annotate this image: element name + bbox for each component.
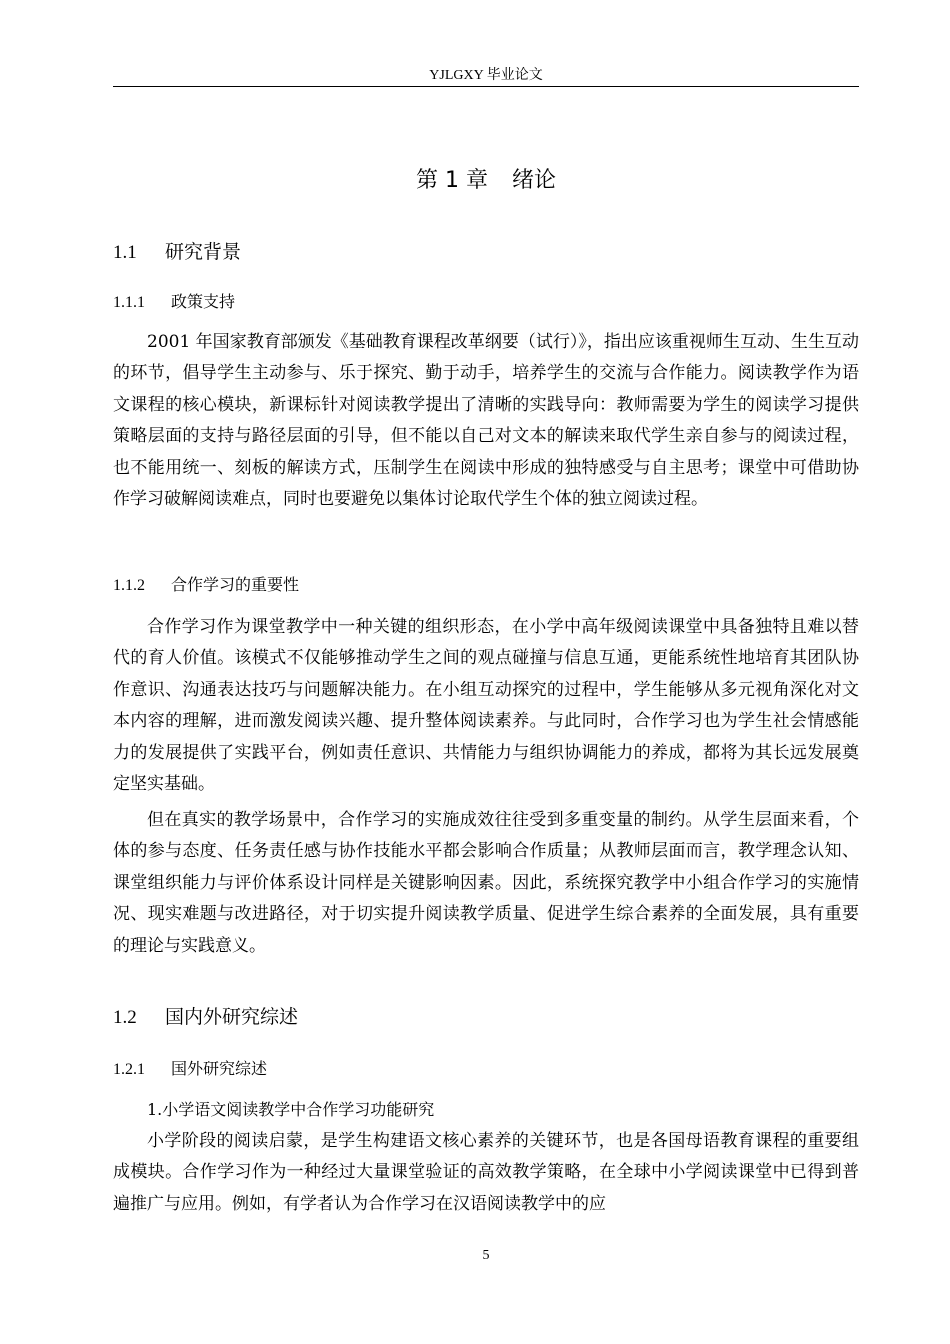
running-header: YJLGXY 毕业论文 [429, 68, 543, 83]
section-number: 1.1 [113, 242, 137, 263]
subsection-heading-1-2-1 [113, 1058, 267, 1081]
section-heading-1-2 [113, 1004, 298, 1031]
numbered-item-1: 1.小学语文阅读教学中合作学习功能研究 [147, 1100, 435, 1119]
subsection-title: 政策支持 [171, 292, 236, 311]
section-title: 国内外研究综述 [165, 1006, 299, 1028]
subsection-heading-1-1-2 [113, 574, 299, 597]
section-number: 1.2 [113, 1007, 137, 1028]
paragraph-policy-support: 2001 年国家教育部颁发《基础教育课程改革纲要（试行）》，指出应该重视师生互动、生生互动的环节，倡导学生主动参与、乐于探究、勤于动手，培养学生的交流与合作能力。阅读教学作为语文课程的核心模块，新课标针对阅读教学提出了清晰的实践导向：教师需要为学生的阅读学习提供策略层面的支持与路径层面的引导，但不能以自己对文本的解读来取代学生亲自参与的阅读过程，也不能用统一、刻板的解读方式，压制学生在阅读中形成的独特感受与自主思考；课堂中可借助协作学习破解阅读难点，同时也要避免以集体讨论取代学生个体的独立阅读过程。 [113, 332, 859, 510]
subsection-number: 1.1.2 [113, 577, 145, 594]
subsection-number: 1.1.1 [113, 294, 145, 311]
header-rule [113, 86, 859, 87]
section-heading-1-1 [113, 239, 241, 266]
chapter-name: 绪论 [511, 168, 556, 193]
paragraph-foreign-research: 小学阶段的阅读启蒙，是学生构建语文核心素养的关键环节，也是各国母语教育课程的重要组成模块。合作学习作为一种经过大量课堂验证的高效教学策略，在全球中小学阅读课堂中已得到普遍推广与应用。例如，有学者认为合作学习在汉语阅读教学中的应 [113, 1131, 859, 1214]
chapter-title [113, 166, 859, 196]
paragraph-implementation-factors: 但在真实的教学场景中，合作学习的实施成效往往受到多重变量的制约。从学生层面来看，个体的参与态度、任务责任感与协作技能水平都会影响合作质量；从教师层面而言，教学理念认知、课堂组织能力与评价体系设计同样是关键影响因素。因此，系统探究教学中小组合作学习的实施情况、现实难题与改进路径，对于切实提升阅读教学质量、促进学生综合素养的全面发展，具有重要的理论与实践意义。 [113, 810, 859, 956]
section-title: 研究背景 [165, 241, 242, 263]
paragraph-cooperative-importance: 合作学习作为课堂教学中一种关键的组织形态，在小学中高年级阅读课堂中具备独特且难以替代的育人价值。该模式不仅能够推动学生之间的观点碰撞与信息互通，更能系统性地培育其团队协作意识、沟通表达技巧与问题解决能力。在小组互动探究的过程中，学生能够从多元视角深化对文本内容的理解，进而激发阅读兴趣、提升整体阅读素养。与此同时，合作学习也为学生社会情感能力的发展提供了实践平台，例如责任意识、共情能力与组织协调能力的养成，都将为其长远发展奠定坚实基础。 [113, 617, 859, 795]
subsection-title: 合作学习的重要性 [171, 575, 300, 594]
subsection-title: 国外研究综述 [171, 1059, 268, 1078]
page-number: 5 [482, 1248, 490, 1263]
subsection-number: 1.2.1 [113, 1061, 145, 1078]
subsection-heading-1-1-1 [113, 291, 235, 314]
chapter-number: 第 1 章 [416, 168, 488, 193]
